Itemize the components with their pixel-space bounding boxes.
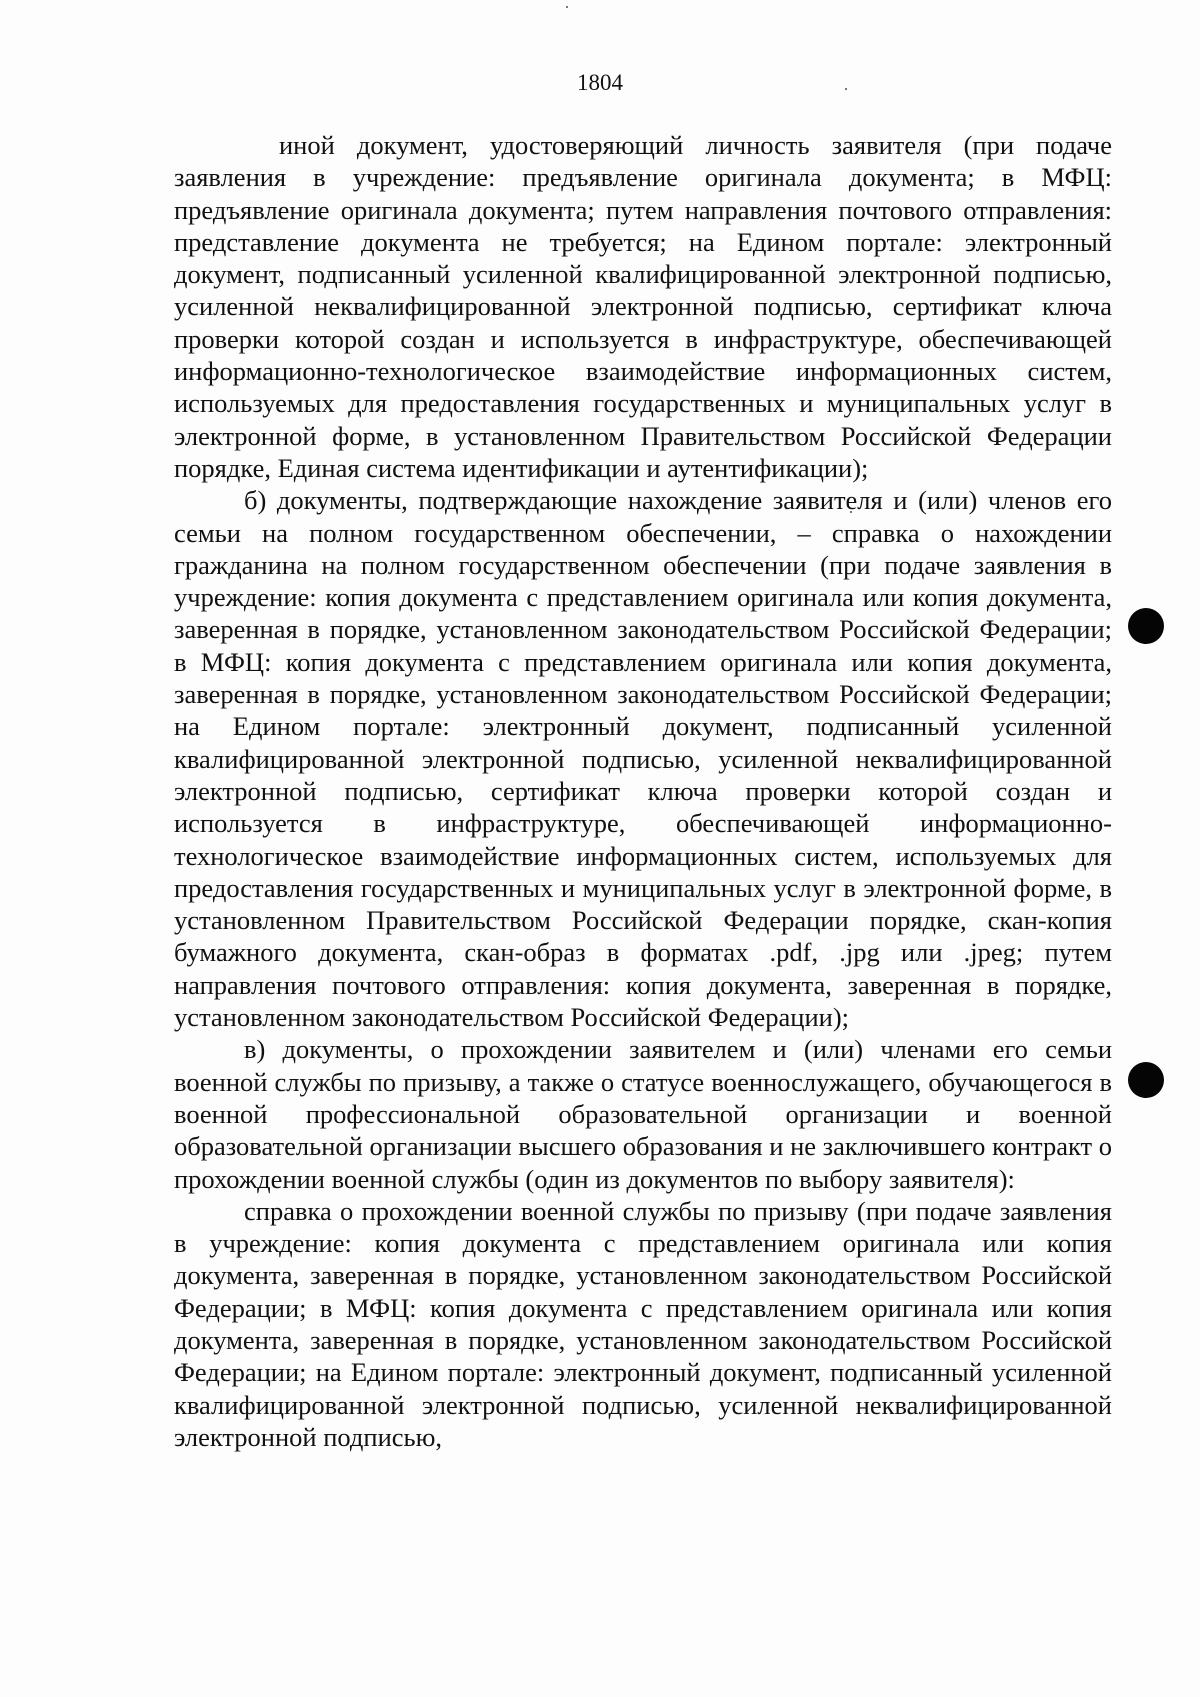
paragraph-b-state-support: б) документы, подтверждающие нахождение заявителя и (или) членов его семьи на полном государственном обеспечении, – справка о нахождении гражданина на полном государственном обеспечении (при подаче заявления в учреждение: копия документа с представлением оригинала или копия документа, заверенная в порядке, установленном законодательством Российской Федерации; в МФЦ: копия документа с представлением оригинала или копия документа, заверенная в порядке, установленном законодательством Российской Федерации; на Едином портале: электронный документ, подписанный усиленной квалифицированной электронной подписью, усиленной неквалифицированной электронной подписью, сертификат ключа проверки которой создан и используется в инфраструктуре, обеспечивающей информационно-технологическое взаимодействие информационных систем, используемых для предоставления государственных и муниципальных услуг в электронной форме, в установленном Правительством Российской Федерации порядке, скан-копия бумажного документа, скан-образ в форматах .pdf, .jpg или .jpeg; путем направления почтового отправления: копия документа, заверенная в порядке, установленном законодательством Российской Федерации); bbox=[174, 485, 1112, 1033]
paragraph-military-certificate: справка о прохождении военной службы по призыву (при подаче заявления в учреждение: копия документа с представлением оригинала или копия документа, заверенная в порядке, установленном законодательством Российской Федерации; в МФЦ: копия документа с представлением оригинала или копия документа, заверенная в порядке, установленном законодательством Российской Федерации; на Едином портале: электронный документ, подписанный усиленной квалифицированной электронной подписью, усиленной неквалифицированной электронной подписью, bbox=[174, 1195, 1112, 1452]
document-body bbox=[174, 129, 1112, 1453]
punch-hole-mark bbox=[1128, 608, 1164, 644]
paragraph-v-military-service: в) документы, о прохождении заявителем и (или) членами его семьи военной службы по призыву, а также о статусе военнослужащего, обучающегося в военной профессиональной образовательной организации и военной образовательной организации высшего образования и не заключившего контракт о прохождении военной службы (один из документов по выбору заявителя): bbox=[174, 1034, 1112, 1194]
scan-speck bbox=[566, 6, 568, 8]
paragraph-identity-document: иной документ, удостоверяющий личность заявителя (при подаче заявления в учреждение: предъявление оригинала документа; в МФЦ: предъявление оригинала документа; путем направления почтового отправления: представление документа не требуется; на Едином портале: электронный документ, подписанный усиленной квалифицированной электронной подписью, усиленной неквалифицированной электронной подписью, сертификат ключа проверки которой создан и используется в инфраструктуре, обеспечивающей информационно-технологическое взаимодействие информационных систем, используемых для предоставления государственных и муниципальных услуг в электронной форме, в установленном Правительством Российской Федерации порядке, Единая система идентификации и аутентификации); bbox=[174, 130, 1112, 483]
page-number: 1804 bbox=[577, 70, 623, 95]
punch-hole-mark bbox=[1128, 1062, 1164, 1098]
